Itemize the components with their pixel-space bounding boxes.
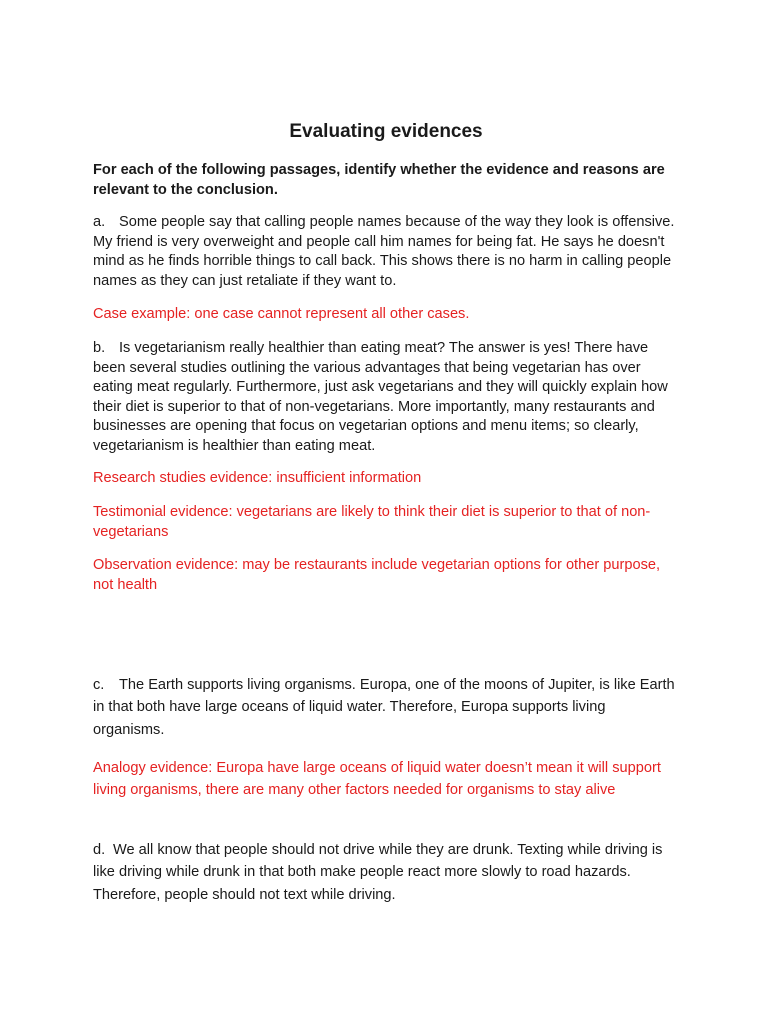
answer-b-1: Research studies evidence: insufficient information — [93, 470, 422, 486]
document-title: Evaluating evidences — [289, 121, 483, 142]
passage-c — [93, 674, 679, 741]
passage-c-marker: c. — [93, 677, 105, 693]
passage-d — [93, 839, 679, 906]
passage-b-text: Is vegetarianism really healthier than eating meat? The answer is yes! There have been several studies outlining the various advantages that being vegetarian has over eating meat regularly. Furthermore, just ask vegetarians and they will quickly explain how their diet is superior to that of non-vegetarians. More importantly, many restaurants and businesses are opening that focus on vegetarian options and menu items; so clearly, vegetarianism is healthier than eating meat. — [93, 340, 668, 454]
passage-c-text: The Earth supports living organisms. Europa, one of the moons of Jupiter, is like Earth in that both have large oceans of liquid water. Therefore, Europa supports living organisms. — [93, 677, 675, 738]
passage-d-marker: d. — [93, 842, 106, 858]
passage-b — [93, 339, 679, 457]
answer-c-1: Analogy evidence: Europa have large oceans of liquid water doesn’t mean it will support living organisms, there are many other factors needed for organisms to stay alive — [93, 760, 661, 799]
passage-a-text: Some people say that calling people names because of the way they look is offensive. My friend is very overweight and people call him names for being fat. He says he doesn't mind as he finds horrible things to call back. This shows there is no harm in calling people names as they can just retaliate if they want to. — [93, 214, 675, 289]
passage-a-marker: a. — [93, 214, 106, 230]
answer-b-3: Observation evidence: may be restaurants include vegetarian options for other purpose, not health — [93, 557, 661, 593]
instructions-text: For each of the following passages, identify whether the evidence and reasons are relevant to the conclusion. — [93, 162, 665, 198]
passage-a — [93, 213, 679, 291]
answer-b-2: Testimonial evidence: vegetarians are likely to think their diet is superior to that of non-vegetarians — [93, 504, 651, 540]
answer-a-1: Case example: one case cannot represent all other cases. — [93, 306, 470, 322]
passage-b-marker: b. — [93, 340, 106, 356]
passage-d-text: We all know that people should not drive while they are drunk. Texting while driving is like driving while drunk in that both make people react more slowly to road hazards. Therefore, people should not text while driving. — [93, 842, 663, 903]
